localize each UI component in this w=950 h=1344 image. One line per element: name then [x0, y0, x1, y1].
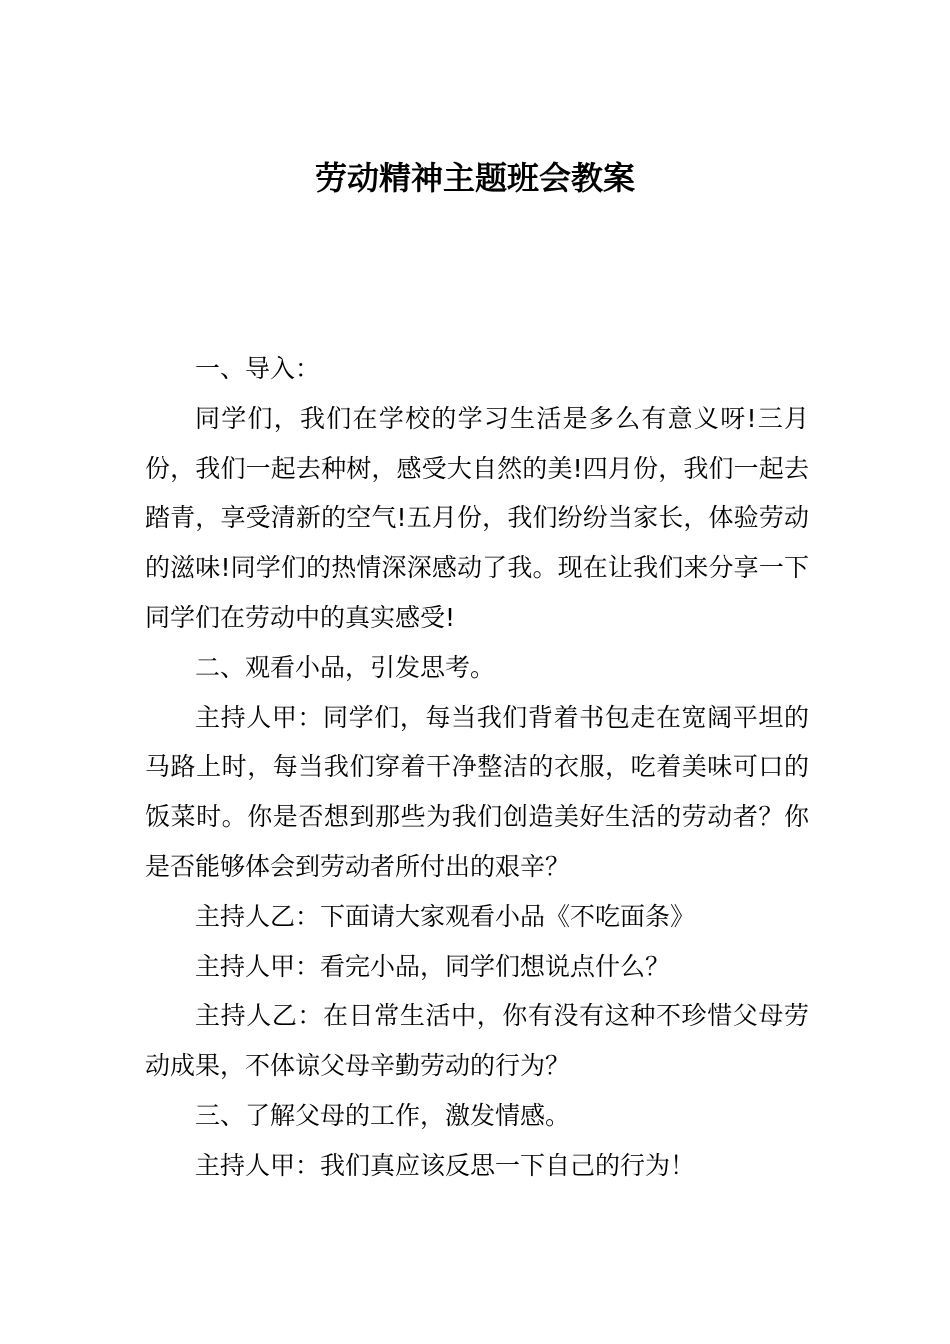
paragraph-host-b-2: 主持人乙：在日常生活中，你有没有这种不珍惜父母劳动成果，不体谅父母辛勤劳动的行为？: [145, 1001, 809, 1081]
section-heading-skit: 二、观看小品，引发思考。: [195, 652, 496, 682]
document-title: 劳动精神主题班会教案: [314, 159, 635, 197]
paragraph-host-a-1: 主持人甲：同学们，每当我们背着书包走在宽阔平坦的马路上时，每当我们穿着干净整洁的衣服，吃着美味可口的饭菜时。你是否想到那些为我们创造美好生活的劳动者？你是否能够体会到劳动者所付出的艰辛？: [145, 702, 809, 881]
section-heading-parents: 三、了解父母的工作，激发情感。: [195, 1100, 571, 1130]
paragraph-host-a-3: 主持人甲：我们真应该反思一下自己的行为！: [195, 1150, 696, 1180]
section-heading-intro: 一、导入：: [195, 354, 321, 383]
paragraph-intro-text: 同学们，我们在学校的学习生活是多么有意义呀!三月份，我们一起去种树，感受大自然的美!四月份，我们一起去踏青，享受清新的空气!五月份，我们纷纷当家长，体验劳动的滋味!同学们的热情深深感动了我。现在让我们来分享一下同学们在劳动中的真实感受!: [145, 403, 809, 632]
paragraph-host-b-1: 主持人乙：下面请大家观看小品《不吃面条》: [195, 901, 696, 931]
document-body: [145, 344, 809, 1191]
paragraph-host-a-2: 主持人甲：看完小品，同学们想说点什么？: [195, 951, 671, 981]
